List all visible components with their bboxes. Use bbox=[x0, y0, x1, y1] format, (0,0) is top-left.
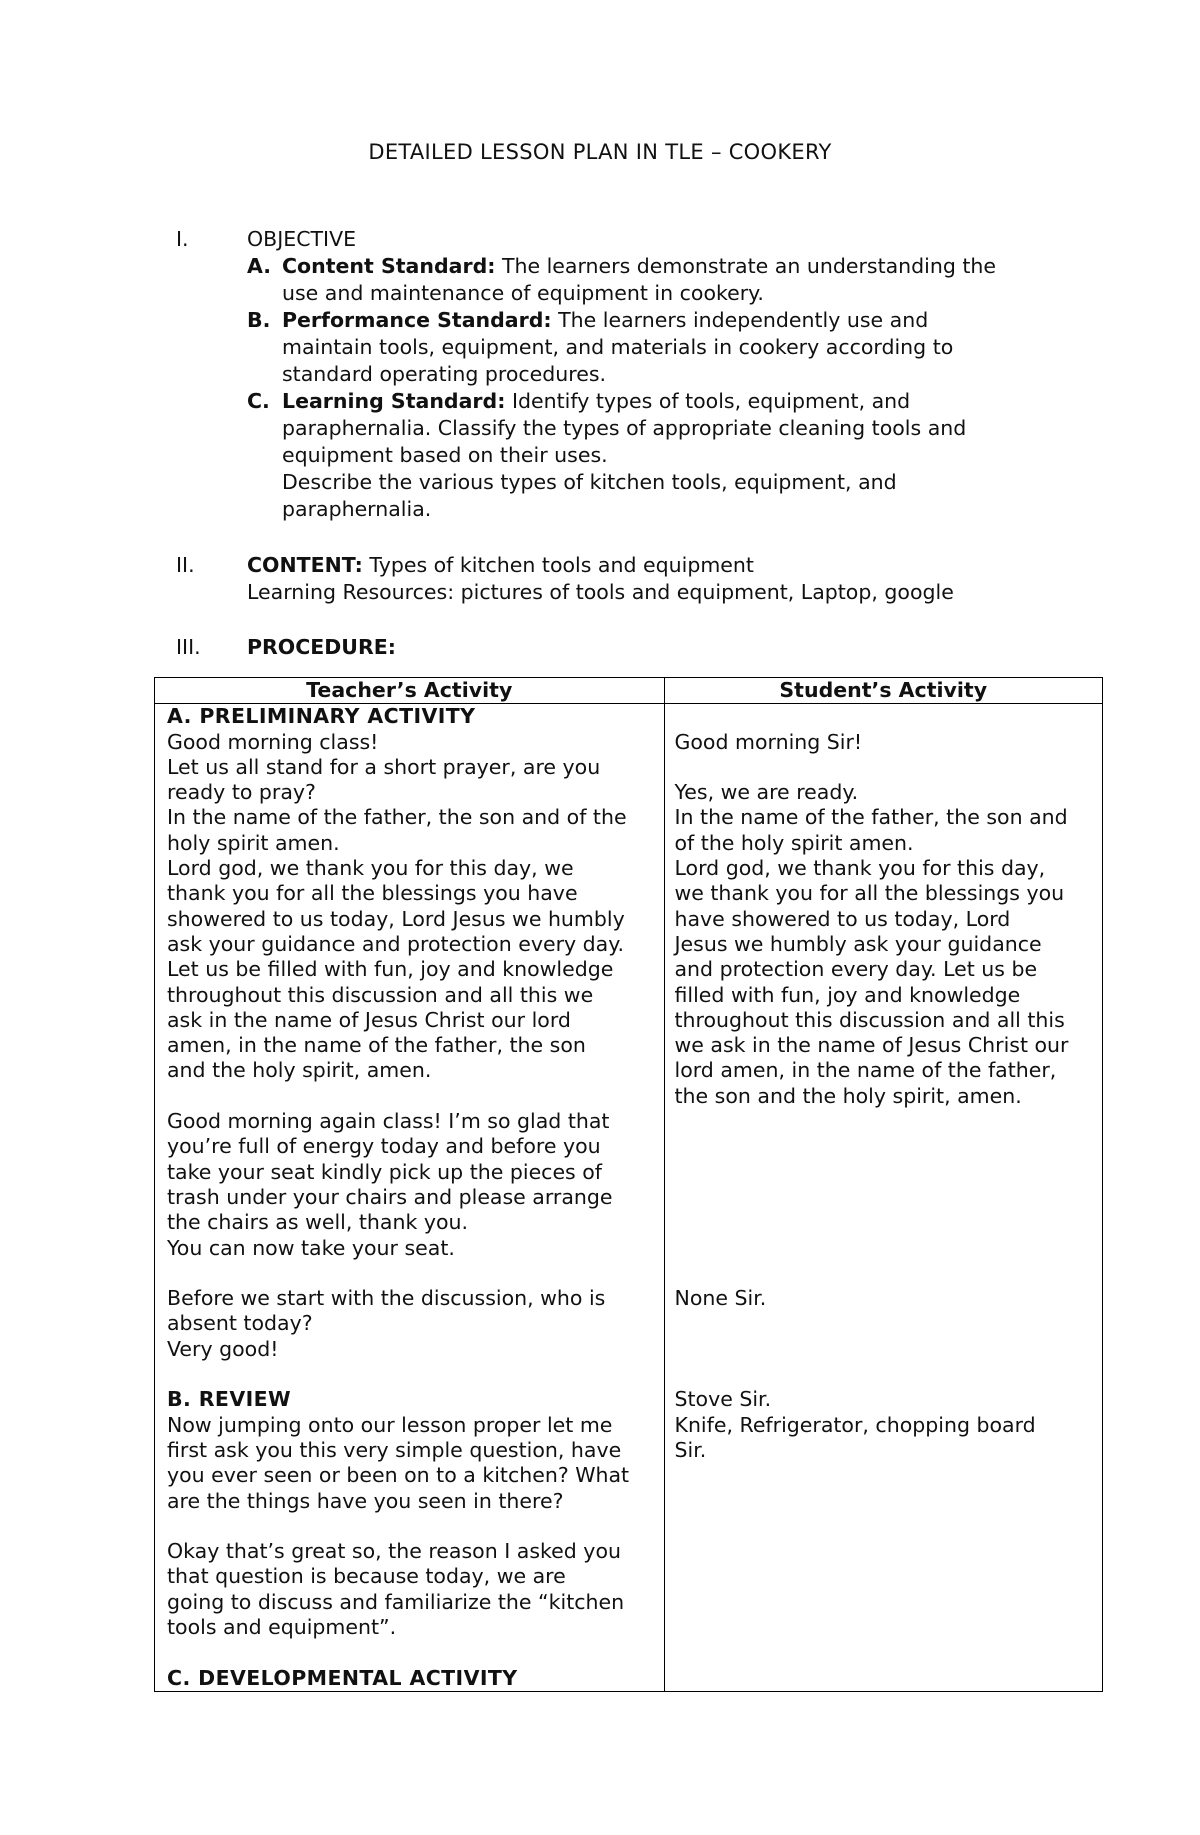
teacher-line: take your seat kindly pick up the pieces of bbox=[167, 1159, 603, 1184]
student-line bbox=[675, 1210, 1095, 1235]
teacher-line: throughout this discussion and all this we bbox=[167, 982, 594, 1007]
content-standard-line: The learners demonstrate an understanding the bbox=[495, 254, 997, 278]
table-header-row bbox=[155, 678, 1103, 704]
teacher-line: Very good! bbox=[167, 1336, 279, 1361]
content-label: CONTENT: bbox=[247, 553, 363, 577]
content-standard-line: use and maintenance of equipment in cookery. bbox=[282, 281, 764, 305]
student-line: Sir. bbox=[674, 1437, 707, 1462]
section-developmental-activity: C. DEVELOPMENTAL ACTIVITY bbox=[167, 1665, 518, 1690]
student-line: lord amen, in the name of the father, bbox=[674, 1058, 1057, 1083]
learning-standard-line: paraphernalia. Classify the types of appropriate cleaning tools and bbox=[282, 416, 967, 440]
teacher-line: are the things have you seen in there? bbox=[167, 1488, 564, 1513]
objective-heading: OBJECTIVE bbox=[247, 227, 357, 251]
teacher-line: ready to pray? bbox=[167, 780, 316, 805]
content-text: Types of kitchen tools and equipment bbox=[362, 553, 754, 577]
teacher-line: you ever seen or been on to a kitchen? What bbox=[167, 1463, 630, 1488]
teacher-lines-b bbox=[167, 1413, 656, 1666]
learning-standard bbox=[282, 388, 1062, 523]
student-line: In the name of the father, the son and bbox=[674, 805, 1068, 830]
performance-standard-line: maintain tools, equipment, and materials in cookery according to bbox=[282, 335, 954, 359]
student-line: filled with fun, joy and knowledge bbox=[674, 982, 1021, 1007]
teacher-line: Before we start with the discussion, who is bbox=[167, 1286, 606, 1311]
performance-standard-line: The learners independently use and bbox=[551, 308, 929, 332]
section-preliminary-activity: A. PRELIMINARY ACTIVITY bbox=[167, 704, 476, 729]
learning-standard-line: equipment based on their uses. bbox=[282, 443, 608, 467]
teacher-line bbox=[167, 1261, 656, 1286]
teacher-line: Lord god, we thank you for this day, we bbox=[167, 856, 574, 881]
teacher-line bbox=[167, 1640, 656, 1665]
student-line bbox=[675, 1236, 1095, 1261]
student-line: Stove Sir. bbox=[674, 1387, 772, 1412]
student-line bbox=[675, 1337, 1095, 1362]
objective-numeral: I. bbox=[176, 227, 189, 251]
student-line: Knife, Refrigerator, chopping board bbox=[674, 1412, 1036, 1437]
section-review: B. REVIEW bbox=[167, 1387, 292, 1412]
teacher-line: ask in the name of Jesus Christ our lord bbox=[167, 1007, 571, 1032]
teacher-line: tools and equipment”. bbox=[167, 1614, 397, 1639]
student-line bbox=[675, 1185, 1095, 1210]
teacher-line: You can now take your seat. bbox=[167, 1235, 455, 1260]
student-line bbox=[675, 755, 1095, 780]
teacher-line: In the name of the father, the son and of the bbox=[167, 805, 627, 830]
content-body bbox=[247, 552, 1067, 606]
student-line bbox=[675, 1109, 1095, 1134]
student-line: Yes, we are ready. bbox=[674, 780, 859, 805]
teacher-line: first ask you this very simple question, have bbox=[167, 1437, 622, 1462]
student-line: Good morning Sir! bbox=[674, 729, 863, 754]
learning-standard-letter: C. bbox=[247, 389, 270, 413]
teacher-line: Let us be filled with fun, joy and knowledge bbox=[167, 957, 614, 982]
procedure-table bbox=[154, 677, 1103, 1692]
teacher-line: Let us all stand for a short prayer, are you bbox=[167, 754, 601, 779]
table-row bbox=[155, 704, 1103, 1692]
teacher-line bbox=[167, 1514, 656, 1539]
teacher-activity-cell bbox=[155, 704, 665, 1692]
learning-standard-label: Learning Standard: bbox=[282, 389, 506, 413]
procedure-numeral: III. bbox=[176, 635, 201, 659]
performance-standard-label: Performance Standard: bbox=[282, 308, 552, 332]
student-activity-header: Student’s Activity bbox=[664, 678, 1103, 704]
learning-standard-line: Describe the various types of kitchen tools, equipment, and bbox=[282, 470, 897, 494]
content-standard bbox=[282, 253, 1062, 307]
page-title: DETAILED LESSON PLAN IN TLE – COOKERY bbox=[368, 140, 832, 164]
performance-standard-line: standard operating procedures. bbox=[282, 362, 607, 386]
content-standard-label: Content Standard: bbox=[282, 254, 496, 278]
student-line: we thank you for all the blessings you bbox=[674, 881, 1065, 906]
teacher-line: and the holy spirit, amen. bbox=[167, 1058, 432, 1083]
student-line bbox=[675, 1160, 1095, 1185]
learning-resources: Learning Resources: pictures of tools and equipment, Laptop, google bbox=[247, 580, 954, 604]
teacher-line bbox=[167, 1362, 656, 1387]
student-line bbox=[675, 1311, 1095, 1336]
content-numeral: II. bbox=[176, 553, 195, 577]
student-line bbox=[675, 1362, 1095, 1387]
teacher-line: you’re full of energy today and before you bbox=[167, 1134, 601, 1159]
teacher-line: showered to us today, Lord Jesus we humbly bbox=[167, 906, 625, 931]
teacher-line: ask your guidance and protection every day. bbox=[167, 931, 624, 956]
student-line: have showered to us today, Lord bbox=[674, 906, 1011, 931]
student-line: None Sir. bbox=[674, 1286, 767, 1311]
content-standard-letter: A. bbox=[247, 254, 272, 278]
student-line bbox=[675, 1261, 1095, 1286]
teacher-line: trash under your chairs and please arrange bbox=[167, 1184, 613, 1209]
teacher-line: Good morning class! bbox=[167, 729, 379, 754]
procedure-heading: PROCEDURE: bbox=[247, 635, 396, 659]
student-line: Jesus we humbly ask your guidance bbox=[674, 931, 1042, 956]
teacher-line: the chairs as well, thank you. bbox=[167, 1210, 469, 1235]
teacher-activity-header: Teacher’s Activity bbox=[155, 678, 665, 704]
teacher-line: Good morning again class! I’m so glad that bbox=[167, 1109, 610, 1134]
learning-standard-line: paraphernalia. bbox=[282, 497, 432, 521]
student-activity-cell bbox=[664, 704, 1103, 1692]
teacher-line: going to discuss and familiarize the “kitchen bbox=[167, 1589, 625, 1614]
student-line: we ask in the name of Jesus Christ our bbox=[674, 1033, 1069, 1058]
student-line: throughout this discussion and all this bbox=[674, 1007, 1065, 1032]
performance-standard-letter: B. bbox=[247, 308, 271, 332]
student-line bbox=[675, 704, 1095, 729]
teacher-lines-a bbox=[167, 730, 656, 1388]
teacher-line: holy spirit amen. bbox=[167, 830, 340, 855]
student-line: and protection every day. Let us be bbox=[674, 957, 1038, 982]
student-lines bbox=[675, 704, 1095, 1463]
performance-standard bbox=[282, 307, 1062, 388]
teacher-line: thank you for all the blessings you have bbox=[167, 881, 578, 906]
teacher-line: Okay that’s great so, the reason I asked you bbox=[167, 1539, 621, 1564]
student-line: Lord god, we thank you for this day, bbox=[674, 856, 1046, 881]
student-line: of the holy spirit amen. bbox=[674, 830, 914, 855]
student-line bbox=[675, 1134, 1095, 1159]
teacher-line: amen, in the name of the father, the son bbox=[167, 1033, 586, 1058]
teacher-line: that question is because today, we are bbox=[167, 1564, 566, 1589]
teacher-line: absent today? bbox=[167, 1311, 313, 1336]
teacher-line bbox=[167, 1084, 656, 1109]
student-line: the son and the holy spirit, amen. bbox=[674, 1083, 1022, 1108]
teacher-line: Now jumping onto our lesson proper let me bbox=[167, 1412, 613, 1437]
learning-standard-line: Identify types of tools, equipment, and bbox=[505, 389, 911, 413]
